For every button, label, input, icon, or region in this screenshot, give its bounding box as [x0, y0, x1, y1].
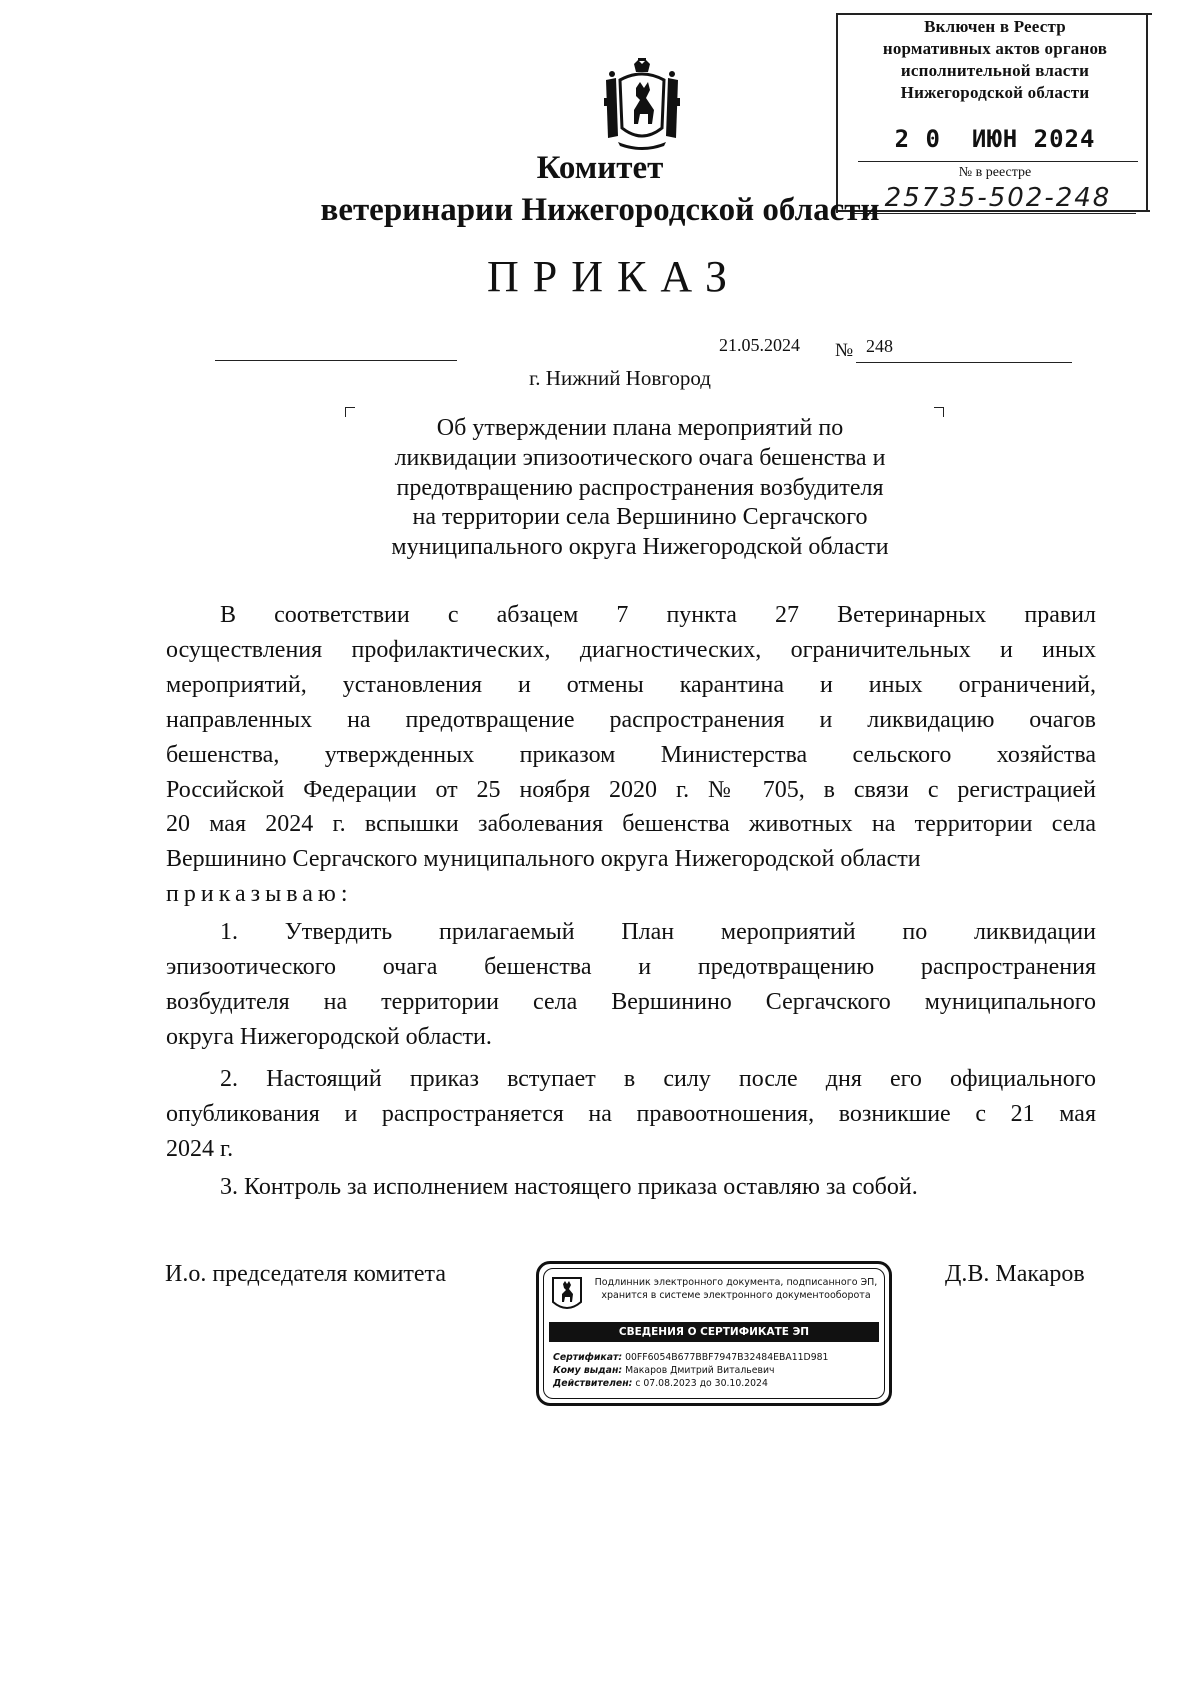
- committee-name: Комитет: [536, 150, 664, 186]
- body-line: В соответствии с абзацем 7 пункта 27 Ветеринарных правил: [220, 602, 1096, 628]
- esig-field-label: Кому выдан:: [553, 1365, 623, 1376]
- body-line: округа Нижегородской области.: [166, 1023, 492, 1050]
- number-blank-line: [856, 362, 1072, 363]
- esig-field-value: 00FF6054B677BBF7947B32484EBA11D981: [625, 1352, 829, 1363]
- body-line: Вершинино Сергачского муниципального округа Нижегородской области: [166, 846, 921, 873]
- document-type-title: ПРИКАЗ: [486, 252, 742, 301]
- body-line: 2. Настоящий приказ вступает в силу после дня его официального: [220, 1066, 1096, 1092]
- body-line: 3. Контроль за исполнением настоящего приказа оставляю за собой.: [220, 1174, 918, 1200]
- deer-emblem-icon: [551, 1276, 583, 1314]
- body-line: эпизоотического очага бешенства и предотвращению распространения: [166, 953, 1096, 980]
- body-line: 20 мая 2024 г. вспышки заболевания бешенства животных на территории села: [166, 811, 1096, 838]
- esig-note: [591, 1276, 881, 1302]
- directive-word: приказываю:: [166, 881, 353, 908]
- stamp-line: Нижегородской области: [900, 83, 1090, 102]
- date-blank-line: [215, 360, 457, 361]
- committee-name-line2: ветеринарии Нижегородской области: [320, 192, 880, 228]
- subject-line: предотвращению распространения возбудителя: [396, 474, 884, 501]
- preamble-paragraph: [166, 598, 1096, 912]
- signatory-name: Д.В. Макаров: [945, 1261, 1085, 1287]
- stamp-date: 2 0 ИЮН 2024: [894, 125, 1096, 153]
- esig-note-line: хранится в системе электронного документооборота: [601, 1290, 871, 1301]
- body-line: осуществления профилактических, диагностических, ограничительных и иных: [166, 636, 1096, 663]
- esig-certificate-row: [553, 1352, 828, 1364]
- body-line: мероприятий, установления и отмены карантина и иных ограничений,: [166, 671, 1096, 698]
- stamp-line: Включен в Реестр: [924, 17, 1066, 36]
- body-line: Российской Федерации от 25 ноября 2020 г. № 705, в связи с регистрацией: [166, 776, 1096, 803]
- body-line: 2024 г.: [166, 1135, 234, 1162]
- stamp-line: нормативных актов органов: [882, 39, 1108, 58]
- body-line: бешенства, утвержденных приказом Министерства сельского хозяйства: [166, 741, 1096, 768]
- order-number-label: №: [835, 340, 854, 361]
- body-line: опубликования и распространяется на правоотношения, возникшие с 21 мая: [166, 1100, 1096, 1127]
- esig-field-label: Действителен:: [553, 1378, 633, 1389]
- esig-valid-row: [553, 1378, 768, 1390]
- order-number: 248: [866, 336, 893, 356]
- signatory-role: И.о. председателя комитета: [165, 1261, 446, 1287]
- order-item-2: [166, 1062, 1096, 1167]
- esig-field-label: Сертификат:: [553, 1352, 623, 1363]
- esig-issued-row: [553, 1365, 775, 1377]
- stamp-registry-label: № в реестре: [958, 165, 1032, 180]
- body-line: направленных на предотвращение распространения и ликвидацию очагов: [166, 706, 1096, 733]
- esig-field-value: Макаров Дмитрий Витальевич: [625, 1365, 775, 1376]
- coat-of-arms-icon: [598, 58, 686, 150]
- esig-note-line: Подлинник электронного документа, подписанного ЭП,: [594, 1277, 878, 1288]
- order-item-1: [166, 915, 1096, 1055]
- order-city: г. Нижний Новгород: [529, 366, 711, 390]
- esig-field-value: с 07.08.2023 до 30.10.2024: [635, 1378, 768, 1389]
- stamp-registry-number: 25735-502-248: [884, 183, 1112, 213]
- subject-line: муниципального округа Нижегородской области: [391, 534, 889, 561]
- esig-certificate-header: СВЕДЕНИЯ О СЕРТИФИКАТЕ ЭП: [549, 1322, 879, 1342]
- stamp-line: исполнительной власти: [900, 61, 1090, 80]
- electronic-signature-stamp: [536, 1261, 892, 1406]
- body-line: 1. Утвердить прилагаемый План мероприятий по ликвидации: [220, 919, 1096, 945]
- subject-line: ликвидации эпизоотического очага бешенства и: [394, 444, 886, 471]
- body-line: возбудителя на территории села Вершинино Сергачского муниципального: [166, 988, 1096, 1015]
- order-subject: [330, 414, 950, 563]
- order-date: 21.05.2024: [719, 335, 800, 355]
- subject-line: на территории села Вершинино Сергачского: [412, 504, 868, 531]
- order-item-3: [166, 1170, 1096, 1205]
- subject-line: Об утверждении плана мероприятий по: [436, 415, 844, 441]
